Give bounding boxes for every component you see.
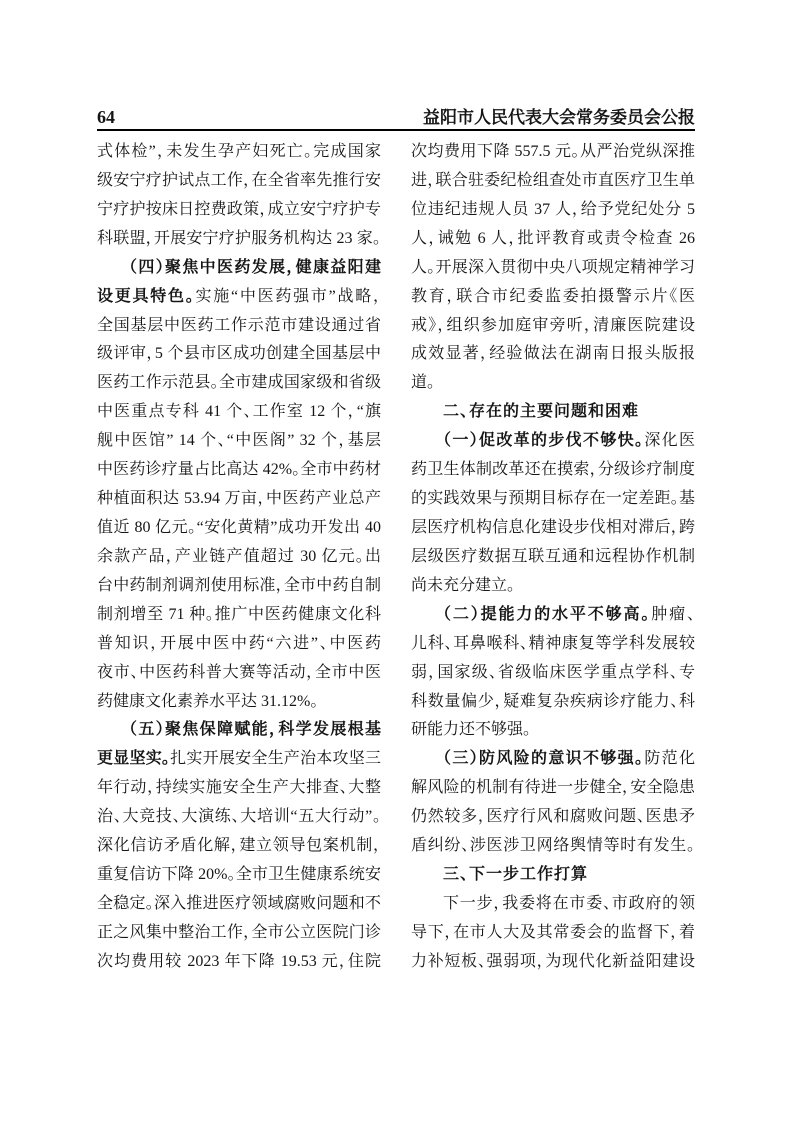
paragraph-start-line (411, 427, 695, 456)
text-line (97, 427, 381, 456)
text-segment: 级安宁疗护试点工作，在全省率先推行安 (97, 171, 381, 189)
text-segment: 深化信访矛盾化解，建立领导包案机制， (97, 837, 381, 855)
text-line (97, 803, 381, 832)
text-line (97, 601, 381, 630)
text-line (411, 514, 695, 543)
text-line (411, 254, 695, 283)
paragraph-start-line (97, 716, 381, 745)
page-header (97, 103, 695, 128)
bold-text-segment: 设更具特色。 (97, 287, 196, 305)
text-line (97, 283, 381, 312)
text-line (97, 572, 381, 601)
text-segment: 制剂增至 71 种。推广中医药健康文化科 (97, 605, 381, 623)
text-segment: 研能力还不够强。 (411, 721, 532, 739)
text-line (97, 514, 381, 543)
text-line (97, 369, 381, 398)
text-line (411, 948, 695, 977)
text-segment: 进，联合驻委纪检组查处市直医疗卫生单 (411, 171, 695, 189)
text-segment: 正之风集中整治工作，全市公立医院门诊 (97, 923, 381, 941)
text-line (411, 543, 695, 572)
text-line (97, 312, 381, 341)
text-segment: 种植面积达 53.94 万亩，中医药产业总产 (97, 490, 381, 508)
text-segment: 教育，联合市纪委监委拍摄警示片《医 (411, 287, 695, 305)
text-segment: 夜市、中医药科普大赛等活动，全市中医 (97, 663, 381, 681)
text-segment: 科联盟，开展安宁疗护服务机构达 23 家。 (97, 229, 381, 247)
text-line (97, 138, 381, 167)
text-segment: 余款产品，产业链产值超过 30 亿元。出 (97, 547, 381, 565)
text-line (97, 340, 381, 369)
text-segment: 实施“中医药强市”战略， (195, 287, 381, 305)
text-line (97, 485, 381, 514)
text-line (411, 630, 695, 659)
text-line (411, 196, 695, 225)
text-segment: 扎实开展安全生产治本攻坚三 (170, 750, 381, 768)
text-segment: 下一步，我委将在市委、市政府的领 (443, 894, 695, 912)
bold-text-segment: 三、下一步工作打算 (443, 866, 589, 884)
text-segment: 台中药制剂调剂使用标准，全市中药自制 (97, 576, 381, 594)
text-segment: 儿科、耳鼻喉科、精神康复等学科发展较 (411, 634, 695, 652)
text-line (97, 919, 381, 948)
text-segment: 科数量偏少，疑难复杂疾病诊疗能力、科 (411, 692, 695, 710)
section-heading (411, 398, 695, 427)
bold-text-segment: （四）聚焦中医药发展，健康益阳建 (129, 258, 381, 276)
text-segment: 位违纪违规人员 37 人，给予党纪处分 5 (411, 200, 695, 218)
bold-text-segment: 更显坚实。 (97, 750, 171, 768)
text-line (97, 832, 381, 861)
paragraph-start-line (411, 601, 695, 630)
text-segment: 药卫生体制改革还在摸索，分级诊疗制度 (411, 461, 695, 479)
bold-text-segment: （一）促改革的步伐不够快。 (443, 432, 645, 450)
text-line (411, 688, 695, 717)
column-right (411, 138, 695, 977)
text-line (411, 138, 695, 167)
text-line (97, 630, 381, 659)
text-line (97, 543, 381, 572)
text-line (97, 948, 381, 977)
text-line (97, 398, 381, 427)
text-segment: 治、大竞技、大演练、大培训“五大行动”。 (97, 808, 381, 826)
text-line (411, 485, 695, 514)
text-line (411, 803, 695, 832)
text-segment: 导下，在市人大及其常委会的监督下，着 (411, 923, 695, 941)
text-segment: 重复信访下降 20%。全市卫生健康系统安 (97, 866, 381, 884)
text-line (411, 283, 695, 312)
text-segment: 舰中医馆” 14 个、“中医阁” 32 个，基层 (97, 432, 381, 450)
text-line (97, 774, 381, 803)
text-segment: 力补短板、强弱项，为现代化新益阳建设 (411, 952, 695, 970)
text-segment: 式体检”，未发生孕产妇死亡。完成国家 (97, 143, 381, 160)
text-segment: 解风险的机制有待进一步健全，安全隐患 (411, 779, 695, 797)
header-rule (97, 129, 695, 131)
text-segment: 盾纠纷、涉医涉卫网络舆情等时有发生。 (411, 837, 695, 855)
text-segment: 深化医 (644, 432, 695, 450)
paragraph-start-line (411, 890, 695, 919)
text-segment: 人，诫勉 6 人，批评教育或责令检查 26 (411, 229, 695, 247)
paragraph-start-line (411, 745, 695, 774)
text-segment: 的实践效果与预期目标存在一定差距。基 (411, 490, 695, 508)
text-line (411, 340, 695, 369)
text-line (411, 774, 695, 803)
paragraph-start-line (97, 254, 381, 283)
text-segment: 级评审，5 个县市区成功创建全国基层中 (97, 345, 381, 363)
text-segment: 防范化 (644, 750, 695, 768)
text-segment: 医药工作示范县。全市建成国家级和省级 (97, 374, 381, 392)
text-segment: 仍然较多，医疗行风和腐败问题、医患矛 (411, 808, 695, 826)
text-segment: 戒》，组织参加庭审旁听，清廉医院建设 (411, 316, 695, 334)
text-segment: 普知识，开展中医中药“六进”、中医药 (97, 634, 381, 652)
text-line (411, 369, 695, 398)
text-line (411, 919, 695, 948)
text-segment: 全稳定。深入推进医疗领域腐败问题和不 (97, 894, 381, 912)
bold-text-segment: （二）提能力的水平不够高。 (443, 605, 652, 623)
text-line (411, 225, 695, 254)
text-line (411, 312, 695, 341)
text-line (97, 167, 381, 196)
header-title: 益阳市人民代表大会常务委员会公报 (423, 108, 695, 127)
text-segment: 人。开展深入贯彻中央八项规定精神学习 (411, 258, 695, 276)
text-segment: 中医重点专科 41 个、工作室 12 个，“旗 (97, 403, 381, 421)
text-segment: 药健康文化素养水平达 31.12%。 (97, 692, 319, 710)
text-line (97, 659, 381, 688)
page-number: 64 (97, 107, 115, 127)
text-line (411, 832, 695, 861)
text-line (97, 688, 381, 717)
text-line (97, 745, 381, 774)
text-line (411, 659, 695, 688)
text-segment: 层医疗机构信息化建设步伐相对滞后，跨 (411, 518, 695, 536)
text-line (411, 572, 695, 601)
text-line (411, 167, 695, 196)
text-segment: 道。 (411, 374, 436, 392)
text-segment: 值近 80 亿元。“安化黄精”成功开发出 40 (97, 518, 381, 536)
text-segment: 肿瘤、 (651, 605, 695, 623)
document-body (97, 138, 695, 977)
text-segment: 层级医疗数据互联互通和远程协作机制 (411, 547, 695, 565)
text-segment: 次均费用下降 557.5 元。从严治党纵深推 (411, 143, 695, 160)
text-segment: 全国基层中医药工作示范市建设通过省 (97, 316, 381, 334)
text-line (411, 716, 695, 745)
text-segment: 弱，国家级、省级临床医学重点学科、专 (411, 663, 695, 681)
text-line (97, 456, 381, 485)
text-segment: 年行动，持续实施安全生产大排查、大整 (97, 779, 381, 797)
text-line (411, 456, 695, 485)
text-segment: 尚未充分建立。 (411, 576, 516, 594)
column-left (97, 138, 381, 977)
bold-text-segment: 二、存在的主要问题和困难 (443, 403, 640, 421)
section-heading (411, 861, 695, 890)
text-segment: 成效显著，经验做法在湖南日报头版报 (411, 345, 695, 363)
text-line (97, 890, 381, 919)
text-line (97, 225, 381, 254)
bold-text-segment: （三）防风险的意识不够强。 (443, 750, 645, 768)
bold-text-segment: （五）聚焦保障赋能，科学发展根基 (129, 721, 381, 739)
text-segment: 次均费用较 2023 年下降 19.53 元，住院 (97, 952, 381, 970)
text-line (97, 861, 381, 890)
text-line (97, 196, 381, 225)
text-segment: 中医药诊疗量占比高达 42%。全市中药材 (97, 461, 381, 479)
text-segment: 宁疗护按床日控费政策，成立安宁疗护专 (97, 200, 381, 218)
